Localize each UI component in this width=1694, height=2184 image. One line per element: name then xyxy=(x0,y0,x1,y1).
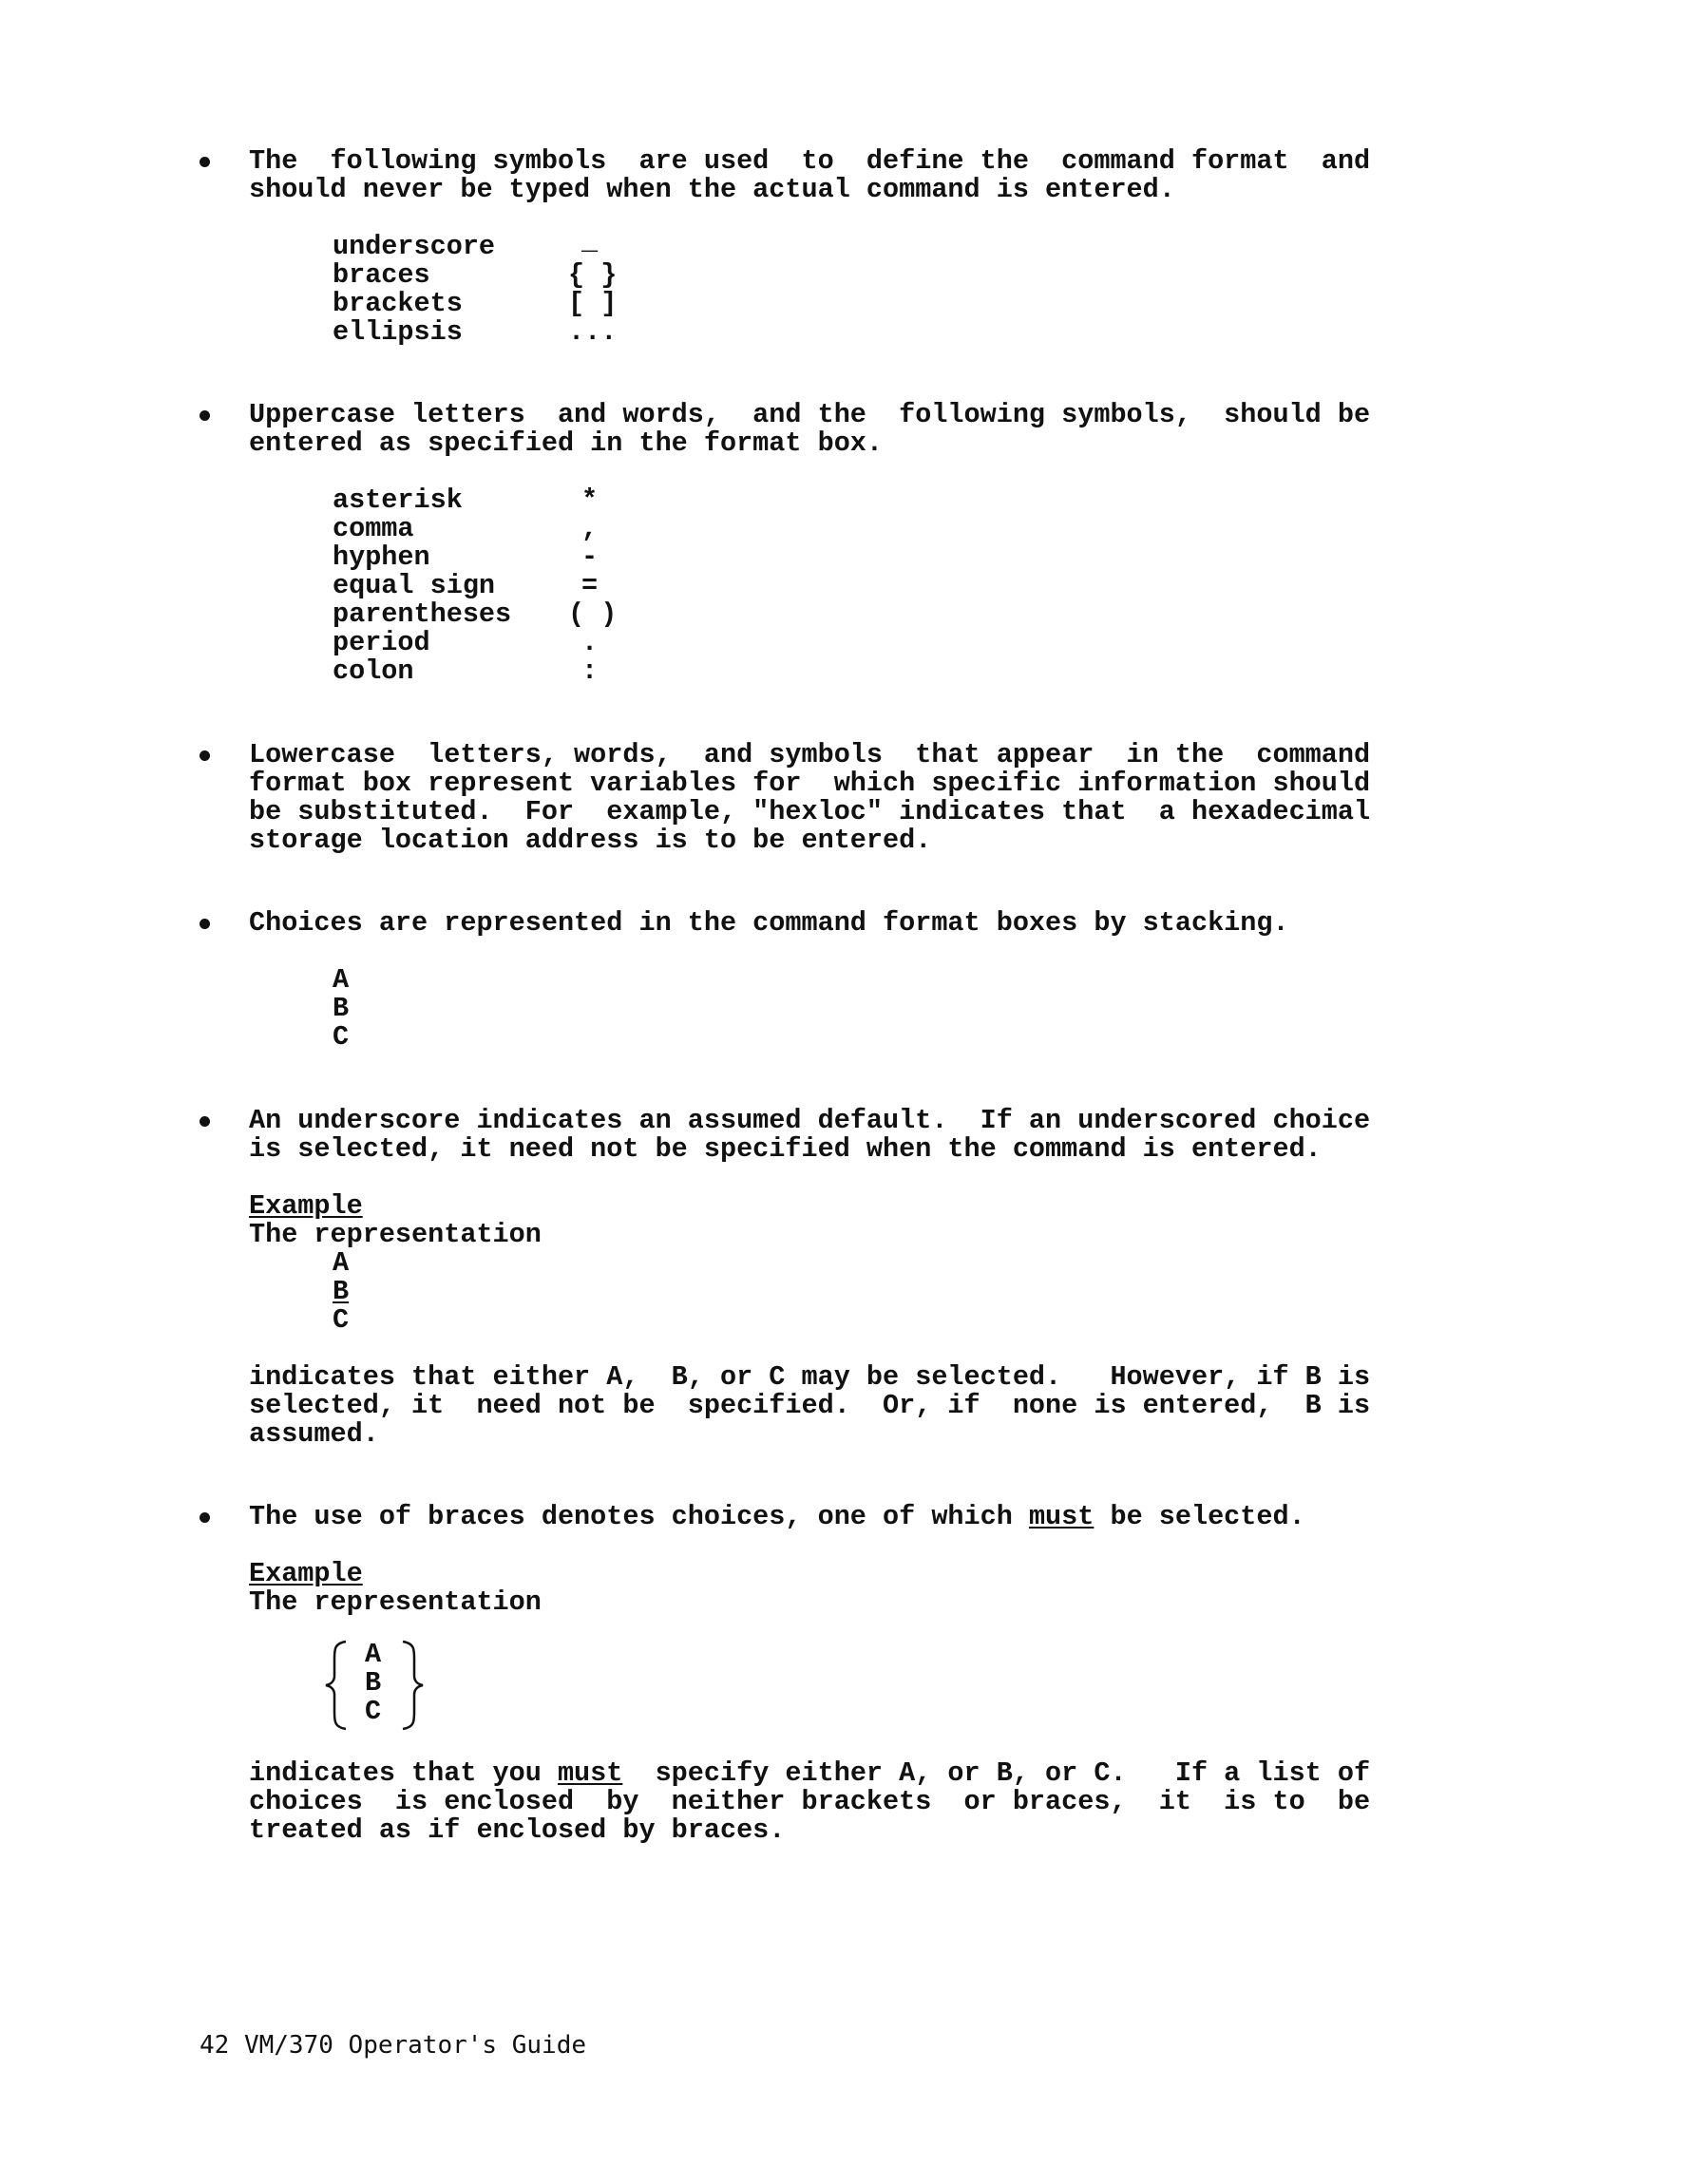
example-text: The representation xyxy=(249,1219,542,1250)
choice-item-default: B xyxy=(333,1276,350,1307)
symbol-name: ellipsis xyxy=(333,316,463,348)
text-run: The use of braces denotes choices, one of which xyxy=(249,1501,1029,1532)
choice-item: B xyxy=(365,1667,382,1699)
symbol-glyph: ... xyxy=(568,316,618,348)
paragraph-line: treated as if enclosed by braces. xyxy=(249,1814,786,1846)
bullet xyxy=(200,1116,210,1127)
paragraph-line xyxy=(249,1759,1370,1788)
paragraph-line: choices is enclosed by neither brackets or braces, it is to be xyxy=(249,1786,1371,1817)
text-run: specify either A, or B, or C. If a list of xyxy=(622,1757,1371,1789)
paragraph-line: Uppercase letters and words, and the following symbols, should be xyxy=(249,399,1371,430)
symbol-name: underscore xyxy=(333,231,496,262)
footer-spacer xyxy=(229,2031,244,2060)
symbol-name: equal sign xyxy=(333,570,496,601)
document-title: VM/370 Operator's Guide xyxy=(243,2031,586,2060)
symbol-name: asterisk xyxy=(333,484,463,516)
left-brace-icon xyxy=(323,1640,352,1731)
paragraph-line xyxy=(249,1503,1305,1531)
symbol-glyph: * xyxy=(581,484,599,516)
text-run: be selected. xyxy=(1094,1501,1305,1532)
example-text: The representation xyxy=(249,1586,542,1618)
symbol-name: comma xyxy=(333,513,414,544)
symbol-glyph: [ ] xyxy=(568,288,618,319)
bullet xyxy=(200,410,210,421)
choice-item: C xyxy=(365,1696,382,1727)
paragraph-line: indicates that either A, B, or C may be selected. However, if B is xyxy=(249,1361,1371,1393)
symbol-glyph: { } xyxy=(568,259,618,291)
page-number: 42 xyxy=(200,2031,230,2060)
text-run: indicates that you xyxy=(249,1757,558,1789)
symbol-glyph: . xyxy=(581,627,599,658)
symbol-name: brackets xyxy=(333,288,463,319)
paragraph-line: is selected, it need not be specified when the command is entered. xyxy=(249,1133,1322,1165)
bullet xyxy=(200,750,210,761)
paragraph-line: be substituted. For example, "hexloc" indicates that a hexadecimal xyxy=(249,796,1371,827)
symbol-name: hyphen xyxy=(333,541,430,573)
symbol-name: period xyxy=(333,627,430,658)
paragraph-line: assumed. xyxy=(249,1418,379,1450)
choice-item: A xyxy=(333,964,350,996)
paragraph-line: Choices are represented in the command format boxes by stacking. xyxy=(249,907,1289,939)
paragraph-line: storage location address is to be entered. xyxy=(249,825,932,856)
symbol-glyph: , xyxy=(581,513,599,544)
paragraph-line: should never be typed when the actual command is entered. xyxy=(249,174,1175,205)
example-heading: Example xyxy=(249,1190,363,1222)
symbol-glyph: ( ) xyxy=(568,598,618,630)
symbol-glyph: - xyxy=(581,541,599,573)
paragraph-line: Lowercase letters, words, and symbols that appear in the command xyxy=(249,739,1371,770)
paragraph-line: format box represent variables for which specific information should xyxy=(249,768,1371,799)
choice-item: A xyxy=(365,1639,382,1670)
bullet xyxy=(200,157,210,167)
bullet xyxy=(200,919,210,929)
choice-item: A xyxy=(333,1247,350,1279)
symbol-glyph: = xyxy=(581,570,599,601)
choice-item: C xyxy=(333,1304,350,1336)
symbol-name: braces xyxy=(333,259,430,291)
emphasis-must: must xyxy=(1028,1501,1094,1532)
right-brace-icon xyxy=(397,1640,426,1731)
example-heading: Example xyxy=(249,1558,363,1589)
choice-item: B xyxy=(333,993,350,1024)
paragraph-line: selected, it need not be specified. Or, if none is entered, B is xyxy=(249,1390,1371,1421)
symbol-name: colon xyxy=(333,655,414,687)
paragraph-line: An underscore indicates an assumed default. If an underscored choice xyxy=(249,1105,1371,1136)
emphasis-must: must xyxy=(557,1757,623,1789)
symbol-glyph: : xyxy=(581,655,599,687)
page-footer xyxy=(200,2031,586,2060)
paragraph-line: The following symbols are used to define the command format and xyxy=(249,145,1371,177)
choice-item: C xyxy=(333,1021,350,1053)
bullet xyxy=(200,1512,210,1523)
paragraph-line: entered as specified in the format box. xyxy=(249,427,884,459)
symbol-name: parentheses xyxy=(333,598,512,630)
symbol-glyph: _ xyxy=(581,226,599,257)
